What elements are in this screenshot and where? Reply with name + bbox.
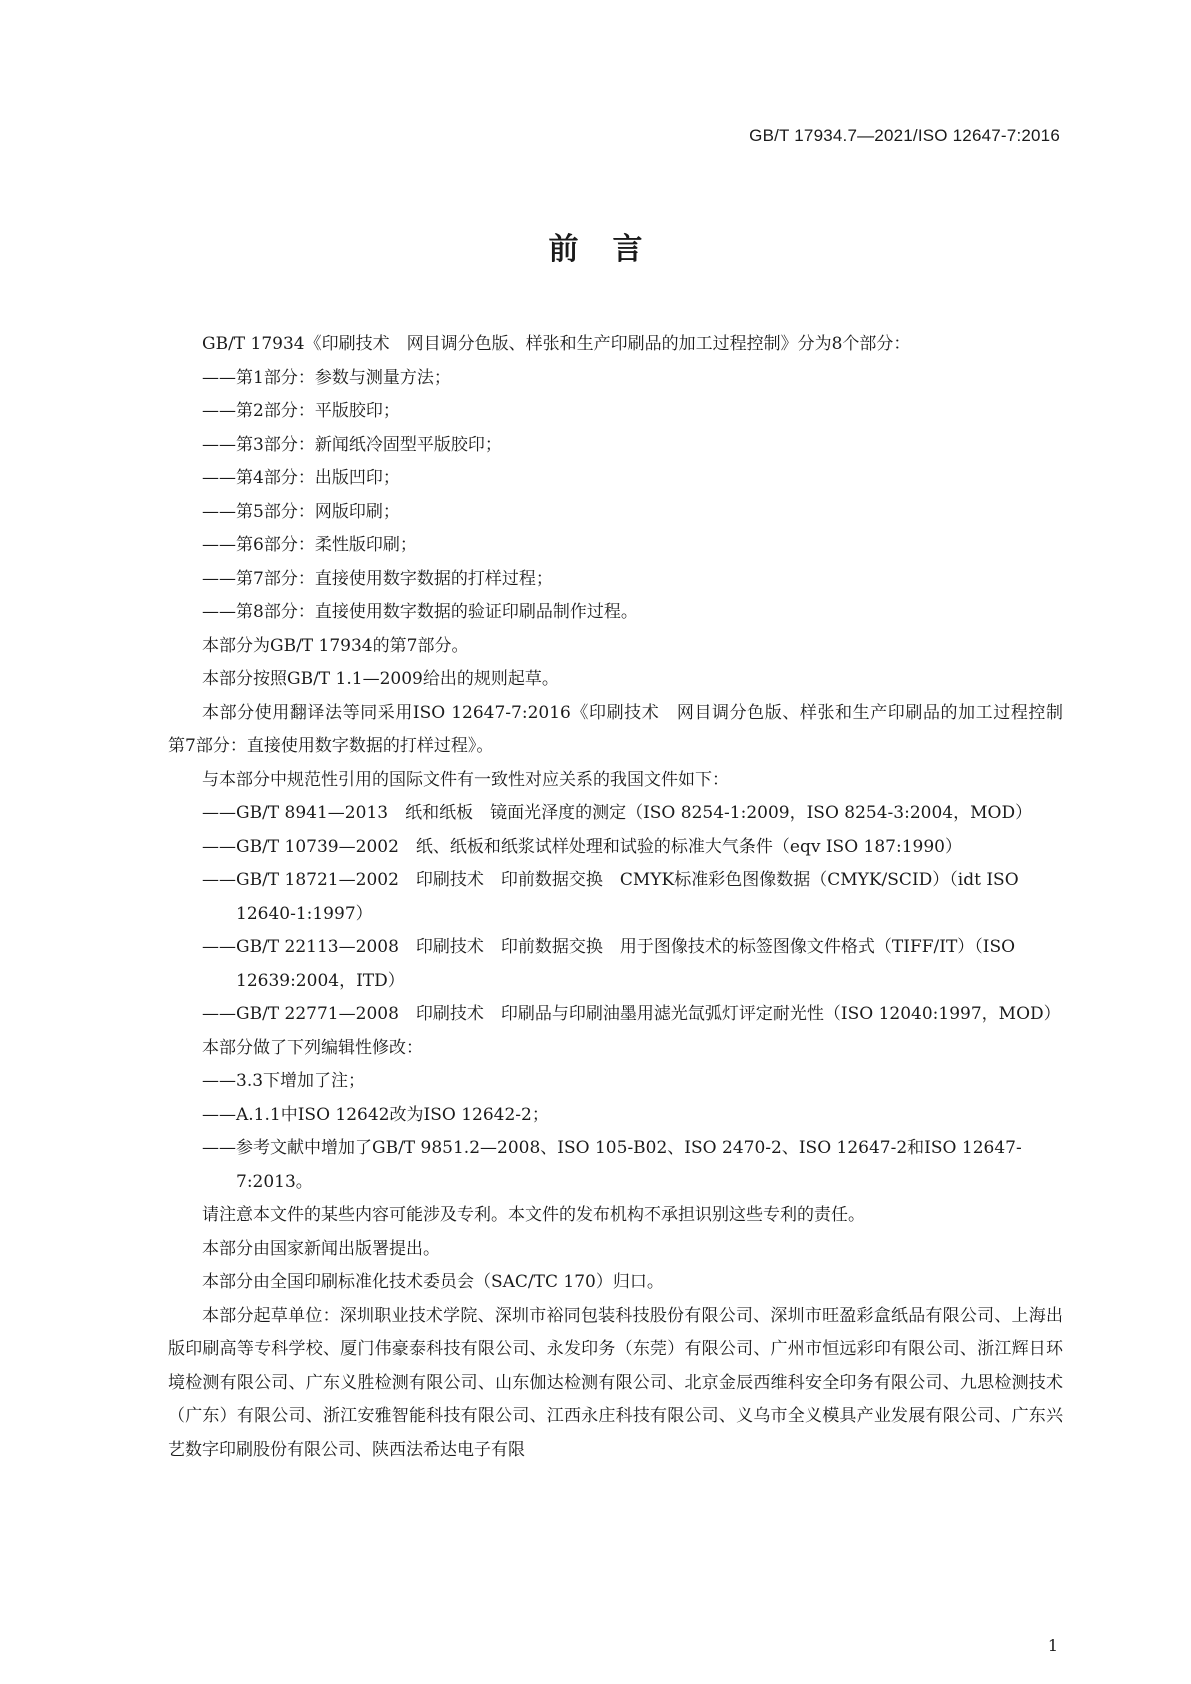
- paragraph: 本部分起草单位：深圳职业技术学院、深圳市裕同包装科技股份有限公司、深圳市旺盈彩盒纸品有限公司、上海出版印刷高等专科学校、厦门伟豪泰科技有限公司、永发印务（东莞）有限公司、广州市恒远彩印有限公司、浙江辉日环境检测有限公司、广东义胜检测有限公司、山东伽达检测有限公司、北京金辰西维科安全印务有限公司、九思检测技术（广东）有限公司、浙江安雅智能科技有限公司、江西永庄科技有限公司、义乌市全义模具产业发展有限公司、广东兴艺数字印刷股份有限公司、陕西法希达电子有限: [168, 1305, 1063, 1460]
- paragraph: 本部分按照GB/T 1.1—2009给出的规则起草。: [202, 669, 559, 689]
- list-item: ——第1部分：参数与测量方法；: [202, 367, 451, 388]
- paragraph: 与本部分中规范性引用的国际文件有一致性对应关系的我国文件如下：: [202, 769, 729, 790]
- page-number: 1: [1047, 1636, 1058, 1655]
- list-item: ——3.3下增加了注；: [202, 1071, 366, 1091]
- list-item: ——第7部分：直接使用数字数据的打样过程；: [202, 568, 553, 589]
- paragraph: 本部分由国家新闻出版署提出。: [202, 1238, 440, 1259]
- paragraph: 请注意本文件的某些内容可能涉及专利。本文件的发布机构不承担识别这些专利的责任。: [202, 1205, 865, 1225]
- paragraph: 本部分由全国印刷标准化技术委员会（SAC/TC 170）归口。: [202, 1272, 664, 1292]
- list-item: ——第3部分：新闻纸冷固型平版胶印；: [202, 434, 502, 455]
- section-title: 前言: [548, 232, 677, 267]
- list-item: ——GB/T 10739—2002 纸、纸板和纸浆试样处理和试验的标准大气条件（eqv ISO 187:1990）: [202, 836, 962, 857]
- list-item: ——GB/T 22771—2008 印刷技术 印刷品与印刷油墨用滤光氙弧灯评定耐光性（ISO 12040:1997，MOD）: [202, 1004, 1061, 1024]
- list-item: ——第5部分：网版印刷；: [202, 501, 400, 522]
- list-item: ——GB/T 8941—2013 纸和纸板 镜面光泽度的测定（ISO 8254-1:2009，ISO 8254-3:2004，MOD）: [202, 803, 1033, 823]
- paragraph: GB/T 17934《印刷技术 网目调分色版、样张和生产印刷品的加工过程控制》分为8个部分：: [202, 334, 911, 354]
- foreword-body: [168, 328, 1080, 1467]
- list-item: ——第6部分：柔性版印刷；: [202, 535, 417, 555]
- list-item: ——GB/T 18721—2002 印刷技术 印前数据交换 CMYK标准彩色图像数据（CMYK/SCID）（idt ISO 12640-1:1997）: [202, 870, 1019, 924]
- paragraph: 本部分做了下列编辑性修改：: [202, 1037, 423, 1058]
- standard-number-header: GB/T 17934.7—2021/ISO 12647-7:2016: [749, 126, 1060, 145]
- list-item: ——第8部分：直接使用数字数据的验证印刷品制作过程。: [202, 602, 638, 622]
- list-item: ——第2部分：平版胶印；: [202, 401, 400, 421]
- list-item: ——第4部分：出版凹印；: [202, 468, 400, 488]
- paragraph: 本部分使用翻译法等同采用ISO 12647-7:2016《印刷技术 网目调分色版、样张和生产印刷品的加工过程控制 第7部分：直接使用数字数据的打样过程》。: [168, 702, 1080, 756]
- list-item: ——参考文献中增加了GB/T 9851.2—2008、ISO 105-B02、ISO 2470-2、ISO 12647-2和ISO 12647-7:2013。: [202, 1138, 1022, 1192]
- list-item: ——GB/T 22113—2008 印刷技术 印前数据交换 用于图像技术的标签图像文件格式（TIFF/IT）（ISO 12639:2004，ITD）: [202, 937, 1016, 991]
- list-item: ——A.1.1中ISO 12642改为ISO 12642-2；: [202, 1104, 549, 1125]
- paragraph: 本部分为GB/T 17934的第7部分。: [202, 635, 469, 656]
